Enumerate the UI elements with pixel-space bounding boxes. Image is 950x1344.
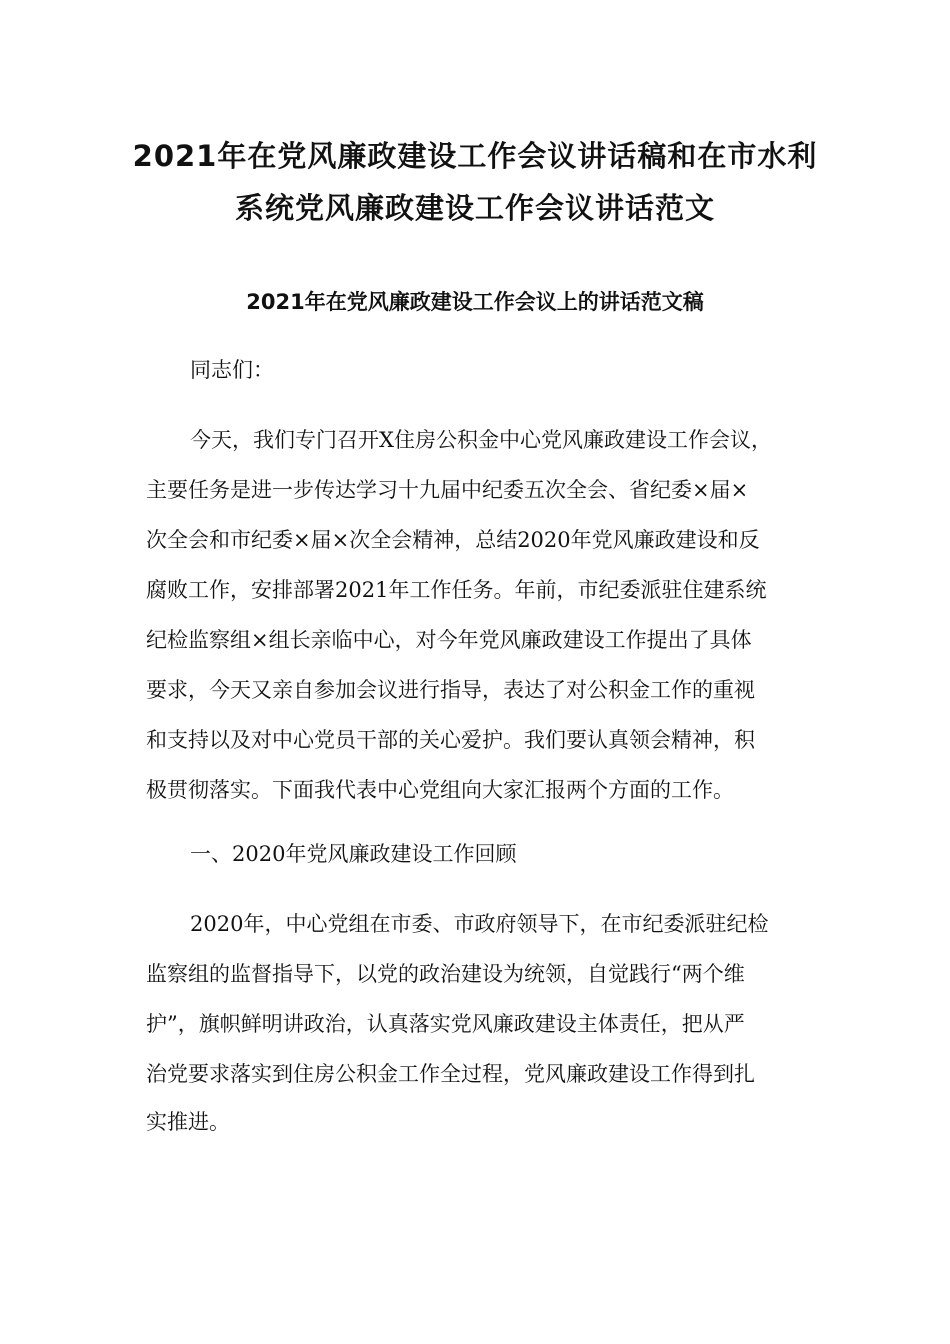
paragraph-line: 监察组的监督指导下，以党的政治建设为统领，自觉践行“两个维 bbox=[146, 962, 745, 986]
document-title-line-2: 系统党风廉政建设工作会议讲话范文 bbox=[234, 191, 715, 225]
paragraph-line: 2020年，中心党组在市委、市政府领导下，在市纪委派驻纪检 bbox=[190, 912, 769, 936]
paragraph-line: 极贯彻落实。下面我代表中心党组向大家汇报两个方面的工作。 bbox=[146, 778, 734, 802]
paragraph-line: 主要任务是进一步传达学习十九届中纪委五次全会、省纪委×届× bbox=[146, 478, 749, 502]
paragraph-line: 实推进。 bbox=[146, 1110, 230, 1134]
document-title-line-1: 2021年在党风廉政建设工作会议讲话稿和在市水利 bbox=[132, 139, 818, 173]
paragraph-line: 次全会和市纪委×届×次全会精神，总结2020年党风廉政建设和反 bbox=[146, 528, 760, 552]
paragraph-line: 护”，旗帜鲜明讲政治，认真落实党风廉政建设主体责任，把从严 bbox=[146, 1012, 745, 1036]
paragraph-line: 要求，今天又亲自参加会议进行指导，表达了对公积金工作的重视 bbox=[146, 678, 755, 702]
paragraph-line: 腐败工作，安排部署2021年工作任务。年前，市纪委派驻住建系统 bbox=[146, 578, 767, 602]
paragraph-line: 纪检监察组×组长亲临中心，对今年党风廉政建设工作提出了具体 bbox=[146, 628, 752, 652]
paragraph-line: 治党要求落实到住房公积金工作全过程，党风廉政建设工作得到扎 bbox=[146, 1062, 755, 1086]
paragraph-line: 和支持以及对中心党员干部的关心爱护。我们要认真领会精神，积 bbox=[146, 728, 755, 752]
salutation: 同志们： bbox=[190, 358, 274, 382]
speech-subtitle: 2021年在党风廉政建设工作会议上的讲话范文稿 bbox=[246, 290, 704, 314]
section-heading: 一、2020年党风廉政建设工作回顾 bbox=[190, 842, 517, 866]
paragraph-line: 今天，我们专门召开X住房公积金中心党风廉政建设工作会议， bbox=[190, 428, 772, 452]
